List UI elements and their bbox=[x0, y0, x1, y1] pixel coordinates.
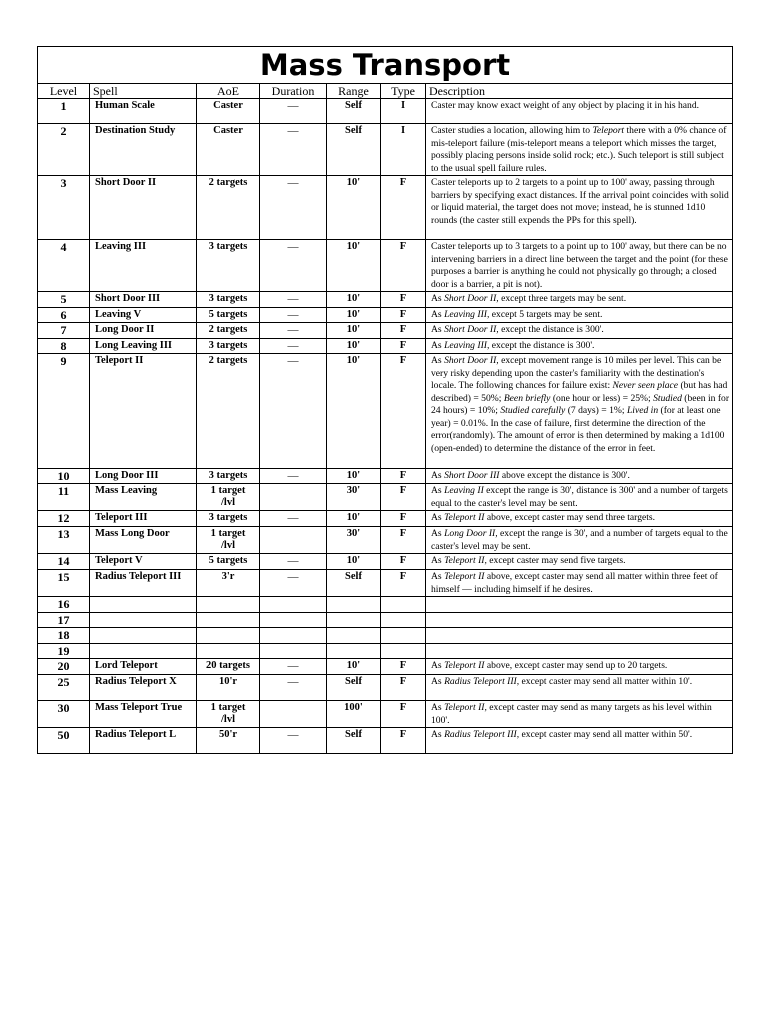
aoe-cell: 3 targets bbox=[197, 511, 260, 527]
range-cell: Self bbox=[327, 675, 381, 701]
table-row bbox=[38, 701, 733, 728]
aoe-cell: 1 target /lvl bbox=[197, 527, 260, 554]
level-cell: 25 bbox=[38, 675, 90, 701]
aoe-cell: 3 targets bbox=[197, 339, 260, 354]
duration-cell: — bbox=[260, 124, 327, 176]
spell-cell: Short Door II bbox=[90, 176, 197, 240]
duration-cell bbox=[260, 597, 327, 613]
aoe-cell: 10'r bbox=[197, 675, 260, 701]
description-text: except caster may send all matter within 50'. bbox=[519, 729, 693, 740]
duration-cell: — bbox=[260, 308, 327, 323]
type-cell: F bbox=[381, 484, 426, 511]
duration-cell: — bbox=[260, 323, 327, 339]
description-italic-text: Long Door II, bbox=[444, 528, 498, 539]
description-cell bbox=[426, 675, 733, 701]
page-title: Mass Transport bbox=[38, 47, 733, 84]
type-cell: F bbox=[381, 659, 426, 675]
aoe-cell bbox=[197, 628, 260, 644]
header-duration: Duration bbox=[260, 84, 327, 99]
spell-cell: Mass Long Door bbox=[90, 527, 197, 554]
range-cell: Self bbox=[327, 570, 381, 597]
spell-cell bbox=[90, 628, 197, 644]
description-cell bbox=[426, 308, 733, 323]
spell-cell: Mass Teleport True bbox=[90, 701, 197, 728]
spell-cell: Lord Teleport bbox=[90, 659, 197, 675]
description-italic-text: Leaving III, bbox=[444, 340, 490, 351]
range-cell: 10' bbox=[327, 308, 381, 323]
description-text: (for at least one year) = 0.01%. In the case of failure, first determine the direction of the error(randomly). The amount of error is then determined by making a 1d100 (open-ended) to determine the distance of the error in feet. bbox=[431, 405, 725, 454]
description-text: except caster may send five targets. bbox=[486, 555, 626, 566]
table-row bbox=[38, 675, 733, 701]
type-cell: F bbox=[381, 308, 426, 323]
type-cell: F bbox=[381, 675, 426, 701]
description-italic-text: Never seen place bbox=[612, 380, 679, 391]
level-cell: 11 bbox=[38, 484, 90, 511]
description-cell bbox=[426, 597, 733, 613]
table-row bbox=[38, 323, 733, 339]
range-cell: 10' bbox=[327, 554, 381, 570]
description-cell bbox=[426, 511, 733, 527]
type-cell: F bbox=[381, 323, 426, 339]
description-cell bbox=[426, 339, 733, 354]
description-text: above, except caster may send all matter within three feet of himself — including himself if he desires. bbox=[431, 571, 718, 595]
description-italic-text: Short Door II, bbox=[444, 293, 499, 304]
aoe-cell: Caster bbox=[197, 99, 260, 124]
range-cell: 10' bbox=[327, 176, 381, 240]
spell-cell: Leaving V bbox=[90, 308, 197, 323]
description-cell bbox=[426, 124, 733, 176]
aoe-cell: 3'r bbox=[197, 570, 260, 597]
description-text: above, except caster may send up to 20 targets. bbox=[484, 660, 668, 671]
description-italic-text: Short Door III bbox=[444, 470, 500, 481]
range-cell bbox=[327, 644, 381, 659]
range-cell bbox=[327, 597, 381, 613]
description-italic-text: Leaving III, bbox=[444, 309, 490, 320]
description-italic-text: Teleport II, bbox=[444, 555, 487, 566]
range-cell: 10' bbox=[327, 659, 381, 675]
description-text: As bbox=[431, 702, 445, 713]
duration-cell: — bbox=[260, 659, 327, 675]
aoe-cell: Caster bbox=[197, 124, 260, 176]
range-cell: 10' bbox=[327, 292, 381, 308]
aoe-cell: 3 targets bbox=[197, 292, 260, 308]
level-cell: 10 bbox=[38, 469, 90, 484]
range-cell: Self bbox=[327, 99, 381, 124]
level-cell: 20 bbox=[38, 659, 90, 675]
aoe-cell: 3 targets bbox=[197, 240, 260, 292]
description-text: (one hour or less) = 25%; bbox=[550, 392, 654, 404]
table-row bbox=[38, 644, 733, 659]
header-level: Level bbox=[38, 84, 90, 99]
description-italic-text: Lived in bbox=[626, 405, 659, 416]
description-italic-text: Teleport II bbox=[444, 512, 485, 523]
type-cell: F bbox=[381, 527, 426, 554]
duration-cell bbox=[260, 644, 327, 659]
duration-cell bbox=[260, 613, 327, 628]
table-row bbox=[38, 308, 733, 323]
level-cell: 4 bbox=[38, 240, 90, 292]
duration-cell: — bbox=[260, 570, 327, 597]
level-cell: 16 bbox=[38, 597, 90, 613]
duration-cell: — bbox=[260, 240, 327, 292]
description-text: above except the distance is 300'. bbox=[499, 470, 630, 481]
aoe-cell: 5 targets bbox=[197, 554, 260, 570]
description-text: As bbox=[431, 660, 445, 671]
description-text: As bbox=[431, 324, 445, 335]
spell-cell: Long Leaving III bbox=[90, 339, 197, 354]
description-text: As bbox=[431, 470, 445, 481]
description-text: except the range is 30', and a number of targets equal to the caster's level may be sent. bbox=[431, 528, 728, 552]
description-italic-text: Radius Teleport III, bbox=[444, 729, 520, 740]
level-cell: 19 bbox=[38, 644, 90, 659]
header-aoe: AoE bbox=[197, 84, 260, 99]
header-range: Range bbox=[327, 84, 381, 99]
aoe-cell bbox=[197, 644, 260, 659]
description-text: Caster teleports up to 3 targets to a point up to 100' away, but there can be no intervening barriers in a direct line between the target and the point (for these purposes a barrier is anything he could not physically go through; a closed door is a barrier, a pit is not). bbox=[431, 241, 728, 290]
duration-cell bbox=[260, 628, 327, 644]
table-row bbox=[38, 613, 733, 628]
level-cell: 3 bbox=[38, 176, 90, 240]
table-row bbox=[38, 339, 733, 354]
description-italic-text: Teleport II, bbox=[444, 702, 487, 713]
spell-rows bbox=[38, 99, 733, 754]
header-spell: Spell bbox=[90, 84, 197, 99]
type-cell: F bbox=[381, 292, 426, 308]
spell-cell: Radius Teleport X bbox=[90, 675, 197, 701]
type-cell: I bbox=[381, 124, 426, 176]
description-italic-text: Teleport bbox=[592, 125, 625, 136]
description-cell bbox=[426, 701, 733, 728]
table-row bbox=[38, 469, 733, 484]
description-text: except the range is 30', distance is 300' and a number of targets equal to the caster's level may be sent. bbox=[431, 485, 728, 509]
type-cell: F bbox=[381, 570, 426, 597]
duration-cell: — bbox=[260, 176, 327, 240]
spell-cell bbox=[90, 644, 197, 659]
description-text: except caster may send all matter within 10'. bbox=[519, 676, 693, 687]
duration-cell bbox=[260, 527, 327, 554]
description-text: except the distance is 300'. bbox=[498, 324, 604, 335]
description-text: As bbox=[431, 355, 445, 366]
description-cell bbox=[426, 527, 733, 554]
description-cell bbox=[426, 240, 733, 292]
description-text: As bbox=[431, 309, 445, 320]
spell-cell: Teleport V bbox=[90, 554, 197, 570]
type-cell: F bbox=[381, 339, 426, 354]
description-text: there with a 0% chance of mis-teleport failure (mis-teleport means a teleport which misses the target, possibly placing persons inside solid rock; etc.). Such teleport is still subject to the usual spell failure rules. bbox=[431, 125, 727, 174]
aoe-cell: 3 targets bbox=[197, 469, 260, 484]
range-cell: 10' bbox=[327, 354, 381, 469]
spell-cell: Short Door III bbox=[90, 292, 197, 308]
type-cell: F bbox=[381, 469, 426, 484]
table-row bbox=[38, 628, 733, 644]
spell-cell: Human Scale bbox=[90, 99, 197, 124]
description-text: As bbox=[431, 340, 445, 351]
aoe-cell: 2 targets bbox=[197, 323, 260, 339]
aoe-cell bbox=[197, 597, 260, 613]
description-cell bbox=[426, 644, 733, 659]
spell-cell: Teleport III bbox=[90, 511, 197, 527]
spell-cell: Long Door III bbox=[90, 469, 197, 484]
spell-cell: Radius Teleport III bbox=[90, 570, 197, 597]
table-row bbox=[38, 554, 733, 570]
level-cell: 9 bbox=[38, 354, 90, 469]
level-cell: 14 bbox=[38, 554, 90, 570]
type-cell: F bbox=[381, 176, 426, 240]
aoe-cell: 1 target /lvl bbox=[197, 484, 260, 511]
aoe-cell: 1 target /lvl bbox=[197, 701, 260, 728]
range-cell: 10' bbox=[327, 511, 381, 527]
spell-cell bbox=[90, 613, 197, 628]
description-text: Caster teleports up to 2 targets to a point up to 100' away, passing through barriers by specifying exact distances. If the arrival point coincides with solid or liquid material, the target does not move; instead, he is stunned 1d10 rounds (the caster still expends the PPs for this spell). bbox=[431, 177, 729, 226]
level-cell: 18 bbox=[38, 628, 90, 644]
type-cell: F bbox=[381, 554, 426, 570]
description-cell bbox=[426, 99, 733, 124]
table-row bbox=[38, 354, 733, 469]
type-cell bbox=[381, 644, 426, 659]
description-cell bbox=[426, 628, 733, 644]
duration-cell: — bbox=[260, 99, 327, 124]
duration-cell bbox=[260, 484, 327, 511]
description-text: Caster may know exact weight of any object by placing it in his hand. bbox=[431, 100, 700, 111]
description-cell bbox=[426, 176, 733, 240]
table-row bbox=[38, 728, 733, 754]
description-text: As bbox=[431, 528, 445, 539]
description-cell bbox=[426, 469, 733, 484]
level-cell: 15 bbox=[38, 570, 90, 597]
range-cell: 30' bbox=[327, 527, 381, 554]
description-italic-text: Short Door II, bbox=[444, 355, 499, 366]
description-text: except caster may send as many targets as his level within 100'. bbox=[431, 702, 712, 726]
range-cell: 30' bbox=[327, 484, 381, 511]
description-text: As bbox=[431, 729, 445, 740]
description-text: As bbox=[431, 512, 445, 523]
level-cell: 30 bbox=[38, 701, 90, 728]
type-cell: F bbox=[381, 701, 426, 728]
range-cell: 100' bbox=[327, 701, 381, 728]
description-cell bbox=[426, 354, 733, 469]
aoe-cell: 20 targets bbox=[197, 659, 260, 675]
range-cell: 10' bbox=[327, 339, 381, 354]
range-cell: 10' bbox=[327, 323, 381, 339]
description-text: Caster studies a location, allowing him to bbox=[431, 125, 593, 136]
description-cell bbox=[426, 554, 733, 570]
table-row bbox=[38, 597, 733, 613]
range-cell: Self bbox=[327, 124, 381, 176]
description-text: above, except caster may send three targets. bbox=[484, 512, 656, 523]
duration-cell: — bbox=[260, 339, 327, 354]
type-cell: F bbox=[381, 728, 426, 754]
aoe-cell: 2 targets bbox=[197, 176, 260, 240]
table-row bbox=[38, 292, 733, 308]
duration-cell: — bbox=[260, 292, 327, 308]
level-cell: 8 bbox=[38, 339, 90, 354]
level-cell: 2 bbox=[38, 124, 90, 176]
description-italic-text: Studied carefully bbox=[500, 405, 566, 416]
level-cell: 7 bbox=[38, 323, 90, 339]
table-row bbox=[38, 659, 733, 675]
aoe-cell: 2 targets bbox=[197, 354, 260, 469]
description-italic-text: Been briefly bbox=[503, 392, 551, 404]
level-cell: 50 bbox=[38, 728, 90, 754]
description-text: As bbox=[431, 676, 445, 687]
spell-table bbox=[37, 46, 733, 754]
aoe-cell bbox=[197, 613, 260, 628]
type-cell bbox=[381, 597, 426, 613]
description-italic-text: Teleport II bbox=[444, 571, 485, 582]
duration-cell: — bbox=[260, 728, 327, 754]
level-cell: 12 bbox=[38, 511, 90, 527]
duration-cell: — bbox=[260, 511, 327, 527]
description-text: (but has had described) = 50%; bbox=[431, 380, 728, 404]
duration-cell: — bbox=[260, 354, 327, 469]
duration-cell: — bbox=[260, 554, 327, 570]
header-row bbox=[38, 84, 733, 99]
range-cell bbox=[327, 628, 381, 644]
description-cell bbox=[426, 659, 733, 675]
description-cell bbox=[426, 613, 733, 628]
table-row bbox=[38, 511, 733, 527]
range-cell: 10' bbox=[327, 240, 381, 292]
range-cell: Self bbox=[327, 728, 381, 754]
description-text: As bbox=[431, 571, 445, 582]
description-cell bbox=[426, 728, 733, 754]
duration-cell bbox=[260, 701, 327, 728]
description-cell bbox=[426, 570, 733, 597]
spell-cell: Long Door II bbox=[90, 323, 197, 339]
aoe-cell: 50'r bbox=[197, 728, 260, 754]
level-cell: 5 bbox=[38, 292, 90, 308]
spell-cell: Leaving III bbox=[90, 240, 197, 292]
type-cell bbox=[381, 628, 426, 644]
spell-cell: Mass Leaving bbox=[90, 484, 197, 511]
description-italic-text: Studied bbox=[653, 392, 682, 404]
description-italic-text: Teleport II bbox=[444, 660, 485, 671]
spell-cell: Radius Teleport L bbox=[90, 728, 197, 754]
description-text: except 5 targets may be sent. bbox=[489, 309, 603, 320]
description-text: As bbox=[431, 293, 445, 304]
description-cell bbox=[426, 484, 733, 511]
type-cell: I bbox=[381, 99, 426, 124]
duration-cell: — bbox=[260, 469, 327, 484]
header-description: Description bbox=[426, 84, 733, 99]
description-text: except the distance is 300'. bbox=[489, 340, 595, 351]
table-row bbox=[38, 240, 733, 292]
spell-cell: Destination Study bbox=[90, 124, 197, 176]
description-cell bbox=[426, 292, 733, 308]
range-cell bbox=[327, 613, 381, 628]
range-cell: 10' bbox=[327, 469, 381, 484]
table-row bbox=[38, 484, 733, 511]
type-cell bbox=[381, 613, 426, 628]
duration-cell: — bbox=[260, 675, 327, 701]
table-row bbox=[38, 570, 733, 597]
header-type: Type bbox=[381, 84, 426, 99]
level-cell: 17 bbox=[38, 613, 90, 628]
description-cell bbox=[426, 323, 733, 339]
table-row bbox=[38, 176, 733, 240]
description-text: (been in for 24 hours) = 10%; bbox=[431, 392, 730, 416]
table-row bbox=[38, 527, 733, 554]
description-text: As bbox=[431, 485, 445, 496]
description-italic-text: Short Door II, bbox=[444, 324, 499, 335]
table-row bbox=[38, 124, 733, 176]
description-italic-text: Leaving II bbox=[444, 485, 484, 496]
type-cell: F bbox=[381, 240, 426, 292]
level-cell: 1 bbox=[38, 99, 90, 124]
description-text: except three targets may be sent. bbox=[498, 293, 627, 304]
spell-cell bbox=[90, 597, 197, 613]
level-cell: 6 bbox=[38, 308, 90, 323]
level-cell: 13 bbox=[38, 527, 90, 554]
description-text: As bbox=[431, 555, 445, 566]
type-cell: F bbox=[381, 354, 426, 469]
description-text: except movement range is 10 miles per level. This can be very risky depending upon the caster's familiarity with the destination's locale. The following chances for failure exist: bbox=[431, 355, 722, 391]
aoe-cell: 5 targets bbox=[197, 308, 260, 323]
table-row bbox=[38, 99, 733, 124]
type-cell: F bbox=[381, 511, 426, 527]
description-text: (7 days) = 1%; bbox=[565, 405, 627, 416]
spell-cell: Teleport II bbox=[90, 354, 197, 469]
description-italic-text: Radius Teleport III, bbox=[444, 676, 520, 687]
